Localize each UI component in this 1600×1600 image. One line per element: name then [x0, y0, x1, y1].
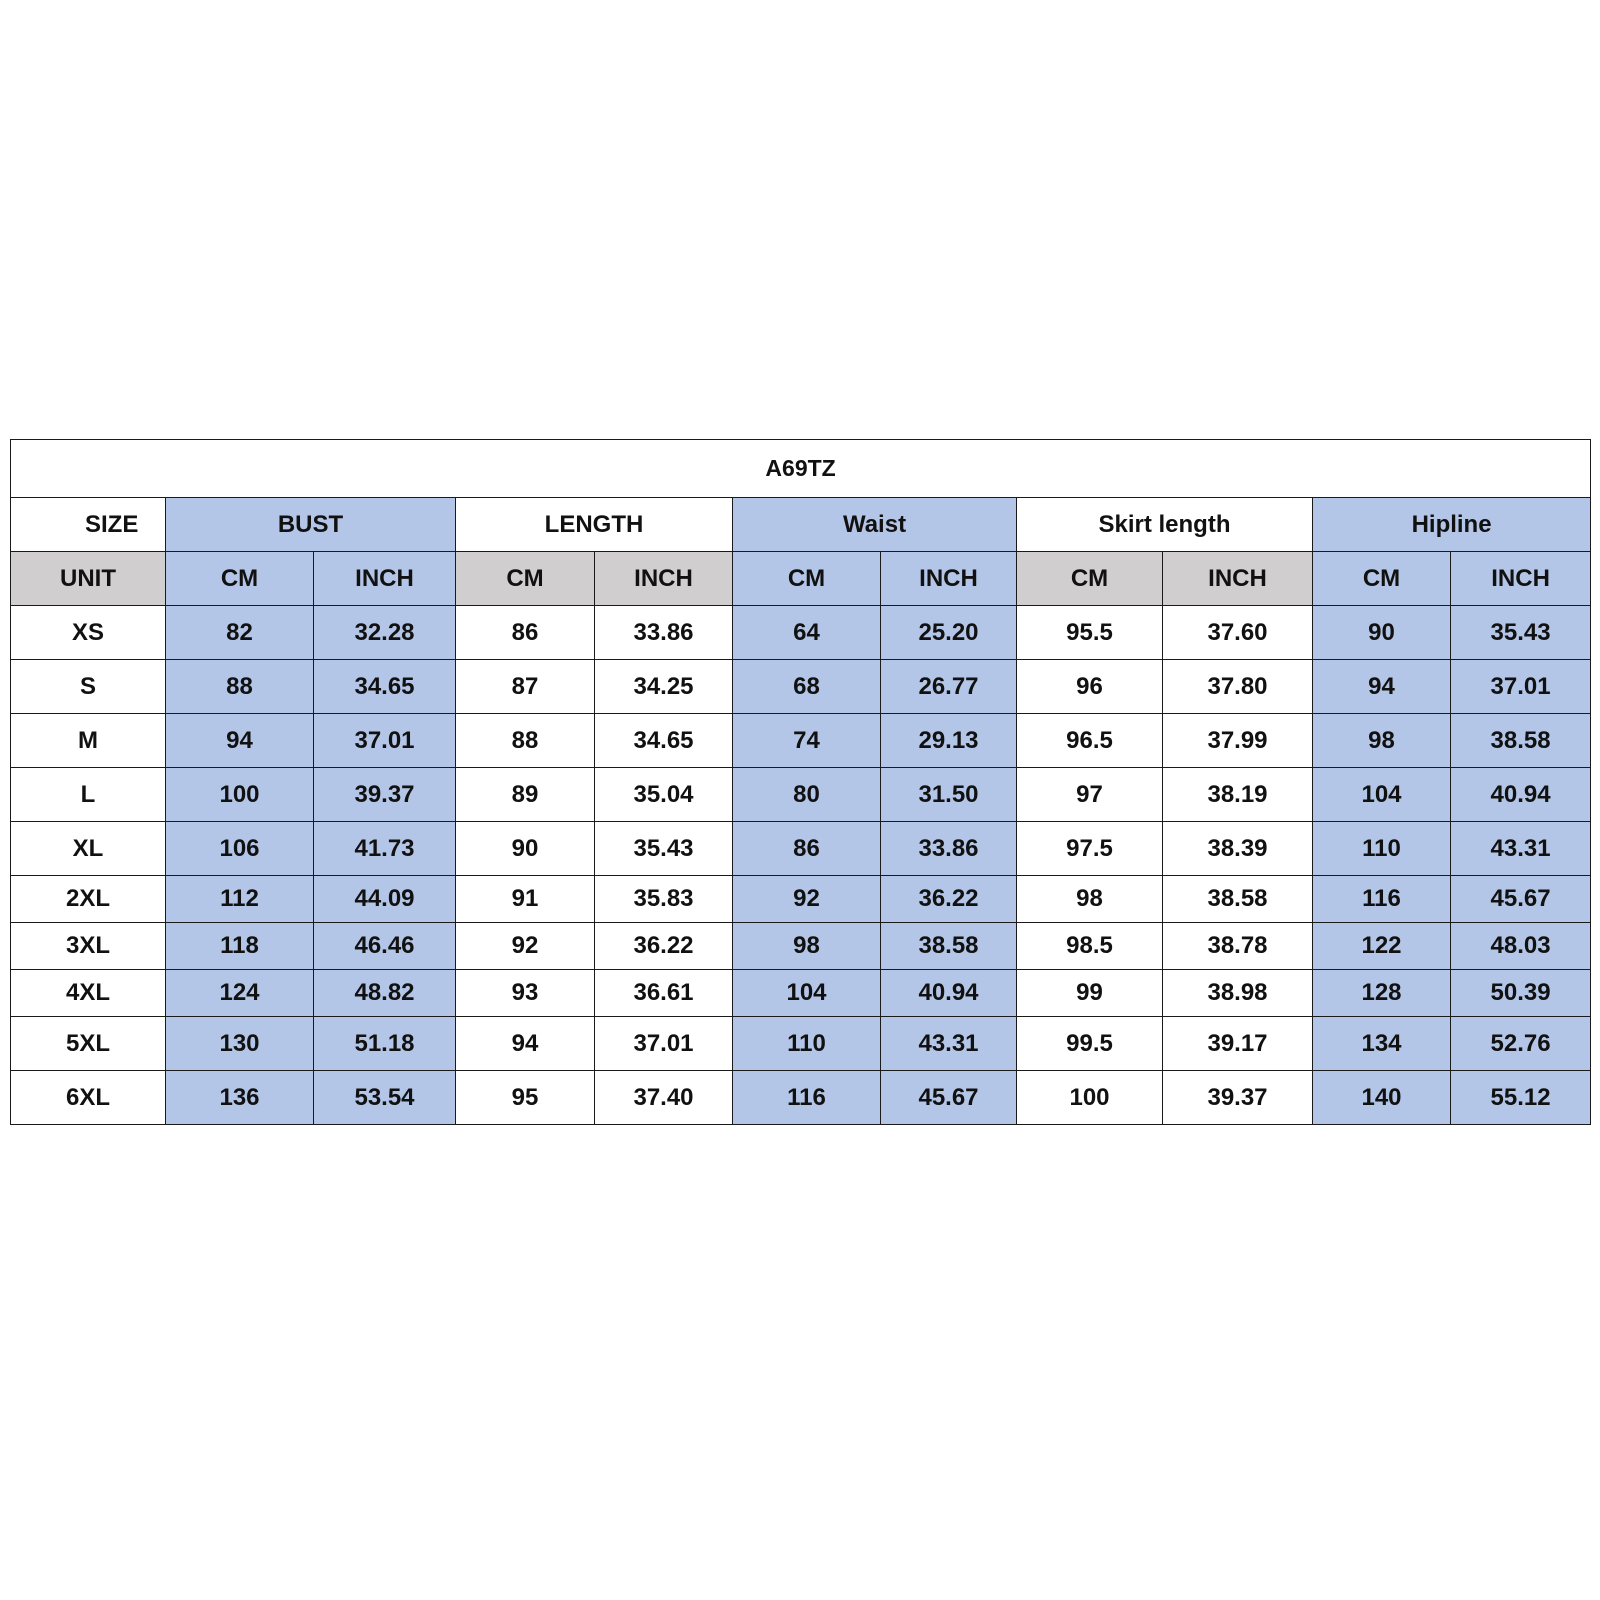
measurement-cell: 98 [1017, 876, 1163, 923]
measurement-cell: 95.5 [1017, 606, 1163, 660]
measurement-cell: 52.76 [1451, 1017, 1591, 1071]
measurement-cell: 36.61 [595, 970, 733, 1017]
measurement-cell: 38.98 [1163, 970, 1313, 1017]
measurement-cell: 80 [733, 768, 881, 822]
group-header: Skirt length [1017, 498, 1313, 552]
table-row [11, 768, 1591, 822]
measurement-cell: 33.86 [881, 822, 1017, 876]
size-cell: M [11, 714, 166, 768]
measurement-cell: 116 [733, 1071, 881, 1125]
measurement-cell: 35.83 [595, 876, 733, 923]
measurement-cell: 38.58 [1451, 714, 1591, 768]
measurement-cell: 37.60 [1163, 606, 1313, 660]
table-row [11, 876, 1591, 923]
measurement-cell: 38.19 [1163, 768, 1313, 822]
table-row [11, 660, 1591, 714]
unit-header: CM [166, 552, 314, 606]
measurement-cell: 100 [166, 768, 314, 822]
size-cell: L [11, 768, 166, 822]
size-cell: 3XL [11, 923, 166, 970]
measurement-cell: 136 [166, 1071, 314, 1125]
measurement-cell: 92 [456, 923, 595, 970]
measurement-cell: 38.39 [1163, 822, 1313, 876]
measurement-cell: 40.94 [1451, 768, 1591, 822]
measurement-cell: 40.94 [881, 970, 1017, 1017]
measurement-cell: 38.78 [1163, 923, 1313, 970]
measurement-cell: 130 [166, 1017, 314, 1071]
measurement-cell: 97.5 [1017, 822, 1163, 876]
measurement-cell: 55.12 [1451, 1071, 1591, 1125]
measurement-cell: 128 [1313, 970, 1451, 1017]
measurement-group-row [11, 498, 1591, 552]
measurement-cell: 50.39 [1451, 970, 1591, 1017]
measurement-cell: 36.22 [881, 876, 1017, 923]
measurement-cell: 99.5 [1017, 1017, 1163, 1071]
measurement-cell: 88 [456, 714, 595, 768]
measurement-cell: 91 [456, 876, 595, 923]
unit-row [11, 552, 1591, 606]
measurement-cell: 29.13 [881, 714, 1017, 768]
unit-header: INCH [595, 552, 733, 606]
measurement-cell: 48.03 [1451, 923, 1591, 970]
measurement-cell: 104 [1313, 768, 1451, 822]
measurement-cell: 124 [166, 970, 314, 1017]
measurement-cell: 116 [1313, 876, 1451, 923]
measurement-cell: 48.82 [314, 970, 456, 1017]
measurement-cell: 94 [456, 1017, 595, 1071]
group-header: LENGTH [456, 498, 733, 552]
group-header: BUST [166, 498, 456, 552]
measurement-cell: 90 [1313, 606, 1451, 660]
measurement-cell: 89 [456, 768, 595, 822]
measurement-cell: 37.40 [595, 1071, 733, 1125]
measurement-cell: 118 [166, 923, 314, 970]
unit-header: INCH [314, 552, 456, 606]
size-cell: 5XL [11, 1017, 166, 1071]
measurement-cell: 36.22 [595, 923, 733, 970]
measurement-cell: 33.86 [595, 606, 733, 660]
measurement-cell: 43.31 [881, 1017, 1017, 1071]
measurement-cell: 51.18 [314, 1017, 456, 1071]
measurement-cell: 45.67 [1451, 876, 1591, 923]
measurement-cell: 82 [166, 606, 314, 660]
table-row [11, 1071, 1591, 1125]
measurement-cell: 37.01 [1451, 660, 1591, 714]
unit-header: CM [456, 552, 595, 606]
measurement-cell: 74 [733, 714, 881, 768]
measurement-cell: 35.04 [595, 768, 733, 822]
unit-column-header: UNIT [11, 552, 166, 606]
measurement-cell: 104 [733, 970, 881, 1017]
measurement-cell: 96.5 [1017, 714, 1163, 768]
measurement-cell: 26.77 [881, 660, 1017, 714]
measurement-cell: 140 [1313, 1071, 1451, 1125]
measurement-cell: 110 [1313, 822, 1451, 876]
measurement-cell: 100 [1017, 1071, 1163, 1125]
measurement-cell: 98 [733, 923, 881, 970]
measurement-cell: 39.37 [1163, 1071, 1313, 1125]
measurement-cell: 86 [733, 822, 881, 876]
table-title: A69TZ [11, 440, 1591, 498]
size-cell: 4XL [11, 970, 166, 1017]
measurement-cell: 44.09 [314, 876, 456, 923]
measurement-cell: 98.5 [1017, 923, 1163, 970]
table-row [11, 923, 1591, 970]
measurement-cell: 38.58 [1163, 876, 1313, 923]
measurement-cell: 37.01 [595, 1017, 733, 1071]
measurement-cell: 45.67 [881, 1071, 1017, 1125]
table-row [11, 970, 1591, 1017]
measurement-cell: 68 [733, 660, 881, 714]
table-row [11, 714, 1591, 768]
size-cell: S [11, 660, 166, 714]
measurement-cell: 37.99 [1163, 714, 1313, 768]
measurement-cell: 46.46 [314, 923, 456, 970]
measurement-cell: 34.65 [314, 660, 456, 714]
measurement-cell: 34.25 [595, 660, 733, 714]
measurement-cell: 99 [1017, 970, 1163, 1017]
measurement-cell: 87 [456, 660, 595, 714]
unit-header: INCH [1451, 552, 1591, 606]
size-cell: 6XL [11, 1071, 166, 1125]
measurement-cell: 92 [733, 876, 881, 923]
size-chart-table [10, 439, 1591, 1125]
measurement-cell: 37.80 [1163, 660, 1313, 714]
unit-header: INCH [881, 552, 1017, 606]
measurement-cell: 41.73 [314, 822, 456, 876]
measurement-cell: 110 [733, 1017, 881, 1071]
measurement-cell: 106 [166, 822, 314, 876]
size-cell: XS [11, 606, 166, 660]
group-header: Waist [733, 498, 1017, 552]
measurement-cell: 35.43 [1451, 606, 1591, 660]
measurement-cell: 97 [1017, 768, 1163, 822]
measurement-cell: 86 [456, 606, 595, 660]
table-row [11, 606, 1591, 660]
measurement-cell: 96 [1017, 660, 1163, 714]
measurement-cell: 88 [166, 660, 314, 714]
measurement-cell: 64 [733, 606, 881, 660]
size-cell: 2XL [11, 876, 166, 923]
table-row [11, 822, 1591, 876]
unit-header: CM [1017, 552, 1163, 606]
unit-header: CM [733, 552, 881, 606]
measurement-cell: 38.58 [881, 923, 1017, 970]
measurement-cell: 93 [456, 970, 595, 1017]
group-header: Hipline [1313, 498, 1591, 552]
measurement-cell: 95 [456, 1071, 595, 1125]
measurement-cell: 25.20 [881, 606, 1017, 660]
size-column-header: SIZE [11, 498, 166, 552]
measurement-cell: 90 [456, 822, 595, 876]
title-row [11, 440, 1591, 498]
measurement-cell: 94 [1313, 660, 1451, 714]
unit-header: CM [1313, 552, 1451, 606]
measurement-cell: 39.17 [1163, 1017, 1313, 1071]
measurement-cell: 122 [1313, 923, 1451, 970]
measurement-cell: 37.01 [314, 714, 456, 768]
size-cell: XL [11, 822, 166, 876]
measurement-cell: 35.43 [595, 822, 733, 876]
table-row [11, 1017, 1591, 1071]
measurement-cell: 34.65 [595, 714, 733, 768]
measurement-cell: 94 [166, 714, 314, 768]
unit-header: INCH [1163, 552, 1313, 606]
measurement-cell: 134 [1313, 1017, 1451, 1071]
measurement-cell: 43.31 [1451, 822, 1591, 876]
measurement-cell: 112 [166, 876, 314, 923]
measurement-cell: 32.28 [314, 606, 456, 660]
measurement-cell: 53.54 [314, 1071, 456, 1125]
measurement-cell: 31.50 [881, 768, 1017, 822]
measurement-cell: 98 [1313, 714, 1451, 768]
measurement-cell: 39.37 [314, 768, 456, 822]
